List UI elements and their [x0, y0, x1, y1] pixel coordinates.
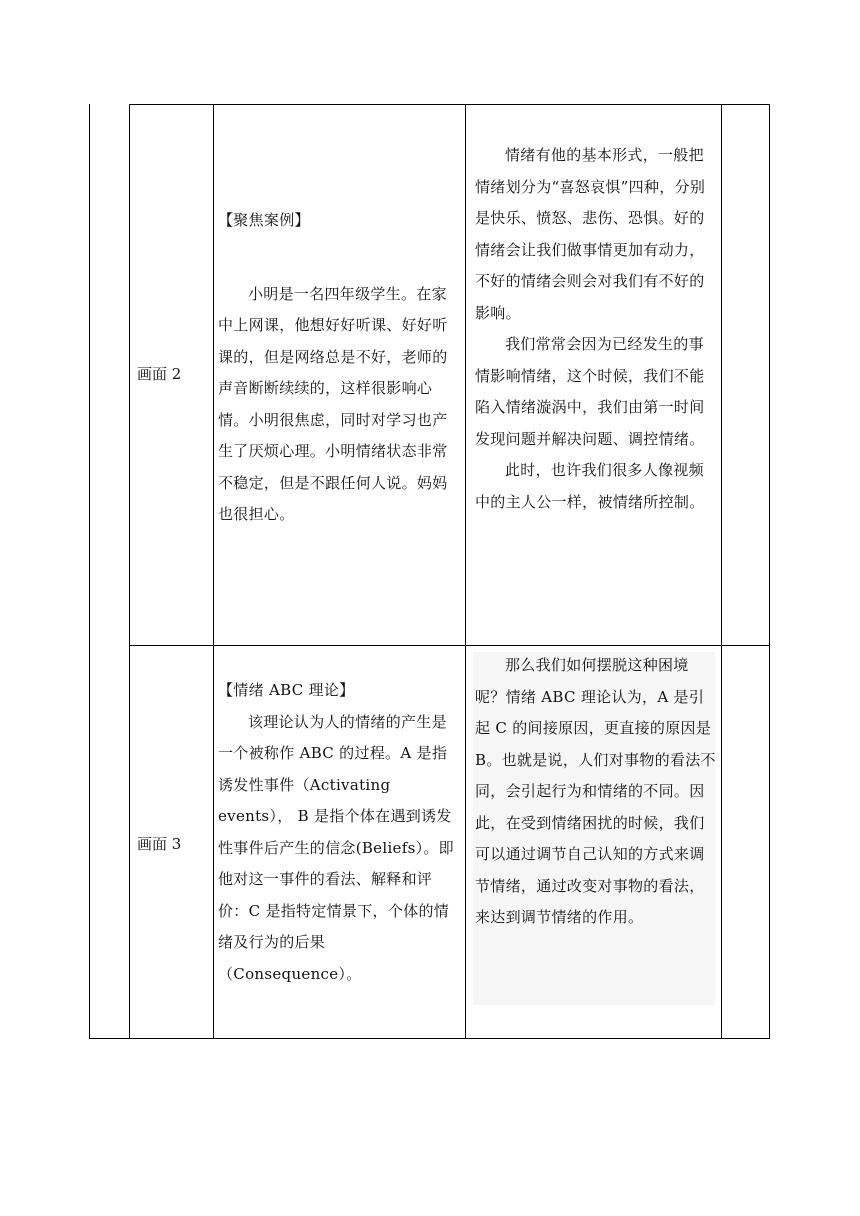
- content-cell-scene-3: [218, 675, 460, 990]
- notes-paragraph: 那么我们如何摆脱这种困境呢？情绪 ABC 理论认为，A 是引起 C 的间接原因，更直接的原因是 B。也就是说，人们对事物的看法不同，会引起行为和情绪的不同。因此，在受到情绪困扰的时候，我们可以通过调节自己认知的方式来调节情绪，通过改变对事物的看法，来达到调节情绪的作用。: [475, 656, 716, 926]
- notes-cell-scene-3: [475, 650, 717, 934]
- table-top-border: [129, 104, 770, 105]
- content-heading: 【聚焦案例】: [218, 211, 310, 229]
- content-paragraph: 小明是一名四年级学生。在家中上网课，他想好好听课、好好听课的，但是网络总是不好，老师的声音断断续续的，这样很影响心情。小明很焦虑，同时对学习也产生了厌烦心理。小明情绪状态非常不稳定，但是不跟任何人说。妈妈也很担心。: [218, 284, 448, 523]
- col2-left-border: [213, 104, 214, 1039]
- notes-paragraph: 我们常常会因为已经发生的事情影响情绪，这个时候，我们不能陷入情绪漩涡中，我们由第一时间发现问题并解决问题、调控情绪。: [475, 335, 705, 448]
- outer-left-border: [89, 104, 90, 1039]
- row-label-scene-2: 画面 2: [137, 365, 182, 383]
- table-bottom-border: [89, 1038, 770, 1039]
- outer-right-border: [769, 104, 770, 1039]
- col4-left-border: [721, 104, 722, 1039]
- row-divider: [129, 645, 770, 646]
- row-label-scene-3: 画面 3: [137, 835, 182, 853]
- content-paragraph: 该理论认为人的情绪的产生是一个被称作 ABC 的过程。A 是指诱发性事件（Activating events）， B 是指个体在遇到诱发性事件后产生的信念(Beliefs）。即他对这一事件的看法、解释和评价：C 是指特定情景下，个体的情绪及行为的后果（Consequence）。: [218, 712, 454, 983]
- col1-left-border: [129, 104, 130, 1039]
- notes-paragraph: 此时，也许我们很多人像视频中的主人公一样，被情绪所控制。: [475, 461, 705, 511]
- content-heading: 【情绪 ABC 理论】: [218, 681, 355, 699]
- col3-left-border: [465, 104, 466, 1039]
- notes-cell-scene-2: [475, 140, 717, 518]
- content-cell-scene-2: [218, 205, 460, 531]
- notes-paragraph: 情绪有他的基本形式，一般把情绪划分为“喜怒哀惧”四种，分别是快乐、愤怒、悲伤、恐惧。好的情绪会让我们做事情更加有动力，不好的情绪会则会对我们有不好的影响。: [475, 146, 706, 322]
